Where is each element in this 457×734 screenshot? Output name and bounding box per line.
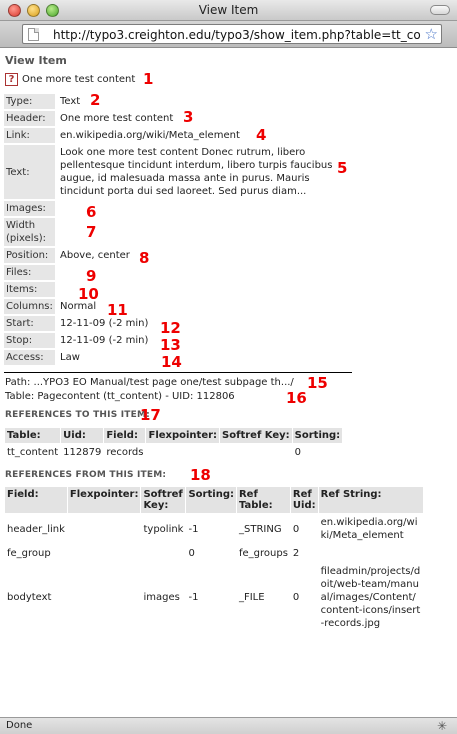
status-bar <box>0 717 457 734</box>
annotation-number: 13 <box>160 336 181 354</box>
column-header: Flexpointer: <box>68 487 141 513</box>
field-value: Law <box>60 352 80 363</box>
field-value: en.wikipedia.org/wiki/Meta_element <box>60 130 240 141</box>
annotation-number: 5 <box>337 159 348 177</box>
table-cell: bodytext <box>7 592 52 603</box>
table-cell: records <box>106 447 144 458</box>
table-cell: 0 <box>294 447 302 458</box>
field-value: Normal <box>60 301 97 312</box>
record-title-row <box>5 73 135 86</box>
field-value: 12-11-09 (-2 min) <box>60 335 149 346</box>
table-row <box>5 545 423 562</box>
column-header: Softref Key: <box>141 487 185 513</box>
annotation-number: 17 <box>140 406 161 424</box>
annotation-number: 18 <box>190 466 211 484</box>
field-value: Look one more test content Donec rutrum, libero pellentesque tincidunt interdum, libero turpis faucibus augue, id malesuada massa ante in purus. Mauris tincidunt porta dui sed laoreet. Sed purus diam... <box>60 147 333 197</box>
field-value: Text <box>60 96 81 107</box>
field-value: Above, center <box>60 250 130 261</box>
field-label: Stop: <box>4 333 55 348</box>
table-cell: fileadmin/projects/doit/web-team/manual/images/Content/content-icons/insert-records.jpg <box>320 566 421 629</box>
table-cell: images <box>143 592 180 603</box>
field-value: 12-11-09 (-2 min) <box>60 318 149 329</box>
field-value: One more test content <box>60 113 174 124</box>
divider <box>4 372 352 373</box>
bookmark-star-icon[interactable]: ☆ <box>424 25 438 43</box>
unknown-content-icon: ? <box>5 73 18 86</box>
field-row <box>4 145 345 199</box>
annotation-number: 10 <box>78 285 99 303</box>
annotation-number: 16 <box>286 389 307 407</box>
table-cell <box>220 444 292 461</box>
toolbar-toggle-button[interactable] <box>430 5 450 15</box>
column-header: Field: <box>5 487 67 513</box>
table-cell: -1 <box>188 523 199 535</box>
field-row <box>4 248 345 263</box>
refs-to-heading: REFERENCES TO THIS ITEM: <box>5 410 150 420</box>
table-cell: fe_groups <box>238 548 288 559</box>
table-cell <box>68 545 141 562</box>
annotation-number: 9 <box>86 267 97 285</box>
table-header-row <box>5 428 342 443</box>
annotation-number: 8 <box>139 249 150 267</box>
table-cell: 0 <box>292 592 300 603</box>
refs-from-heading: REFERENCES FROM THIS ITEM: <box>5 470 167 480</box>
field-label: Start: <box>4 316 55 331</box>
status-text: Done <box>6 720 33 731</box>
field-value <box>55 201 345 216</box>
table-row <box>5 444 342 461</box>
page-content <box>0 49 457 717</box>
table-cell: 0 <box>188 548 195 559</box>
column-header: Field: <box>104 428 145 443</box>
field-label: Images: <box>4 201 55 216</box>
table-cell: header_link <box>7 523 65 535</box>
column-header: Softref Key: <box>222 430 290 441</box>
column-header: Table: <box>5 428 60 443</box>
activity-icon: ✳ <box>436 719 447 733</box>
annotation-number: 14 <box>161 353 182 371</box>
annotation-number: 7 <box>86 223 97 241</box>
field-label: Files: <box>4 265 55 280</box>
field-row <box>4 299 345 314</box>
table-header-row <box>5 487 423 513</box>
annotation-number: 15 <box>307 374 328 392</box>
window-title: View Item <box>198 3 259 17</box>
record-path: Path: ...YPO3 EO Manual/test page one/test subpage th.../ <box>5 377 294 388</box>
field-row <box>4 282 345 297</box>
column-header: Uid: <box>61 428 103 443</box>
column-header: Sorting: <box>294 430 341 441</box>
table-cell: _STRING <box>238 523 282 535</box>
table-cell <box>68 514 141 544</box>
table-cell: 2 <box>292 548 300 559</box>
table-row <box>5 563 423 632</box>
field-label: Width (pixels): <box>4 218 55 246</box>
annotation-number: 2 <box>90 91 101 109</box>
field-value <box>55 218 345 246</box>
page-title: View Item <box>5 54 67 67</box>
refs-from-table <box>4 486 424 633</box>
annotation-number: 11 <box>107 301 128 319</box>
column-header: Ref Table: <box>237 487 290 513</box>
field-label: Position: <box>4 248 55 263</box>
annotation-number: 1 <box>143 70 154 88</box>
field-row <box>4 201 345 216</box>
table-row <box>5 514 423 544</box>
field-label: Access: <box>4 350 55 365</box>
column-header: Sorting: <box>186 487 236 513</box>
column-header: Flexpointer: <box>148 430 218 441</box>
table-cell <box>68 563 141 632</box>
field-label: Items: <box>4 282 55 297</box>
field-row <box>4 111 345 126</box>
column-header: Ref String: <box>319 487 423 513</box>
address-toolbar <box>0 21 457 48</box>
field-label: Columns: <box>4 299 55 314</box>
field-value <box>55 265 345 280</box>
column-header: Ref Uid: <box>292 489 316 511</box>
field-label: Text: <box>4 145 55 199</box>
field-row <box>4 128 345 143</box>
table-cell: tt_content <box>7 447 59 458</box>
table-cell: _FILE <box>238 592 265 603</box>
window-titlebar <box>0 0 457 21</box>
field-label: Link: <box>4 128 55 143</box>
field-row <box>4 265 345 280</box>
annotation-number: 6 <box>86 203 97 221</box>
table-cell: typolink <box>143 523 184 535</box>
field-label: Type: <box>4 94 55 109</box>
table-cell: 112879 <box>63 447 102 458</box>
record-title: One more test content <box>22 74 136 85</box>
field-row <box>4 218 345 246</box>
url-field[interactable] <box>22 24 442 44</box>
table-cell: fe_group <box>7 548 51 559</box>
table-cell: en.wikipedia.org/wiki/Meta_element <box>320 517 418 541</box>
annotation-number: 3 <box>183 108 194 126</box>
page-icon <box>28 28 39 41</box>
field-row <box>4 94 345 109</box>
table-cell: -1 <box>188 592 199 603</box>
refs-to-table <box>4 427 343 462</box>
table-cell: 0 <box>292 523 300 535</box>
url-text: http://typo3.creighton.edu/typo3/show_item.php?table=tt_co <box>53 28 421 42</box>
table-cell <box>141 545 185 562</box>
table-cell <box>146 444 219 461</box>
table-cell <box>319 545 423 562</box>
field-label: Header: <box>4 111 55 126</box>
annotation-number: 4 <box>256 126 267 144</box>
annotation-number: 12 <box>160 319 181 337</box>
record-table-info: Table: Pagecontent (tt_content) - UID: 112806 <box>5 391 235 402</box>
